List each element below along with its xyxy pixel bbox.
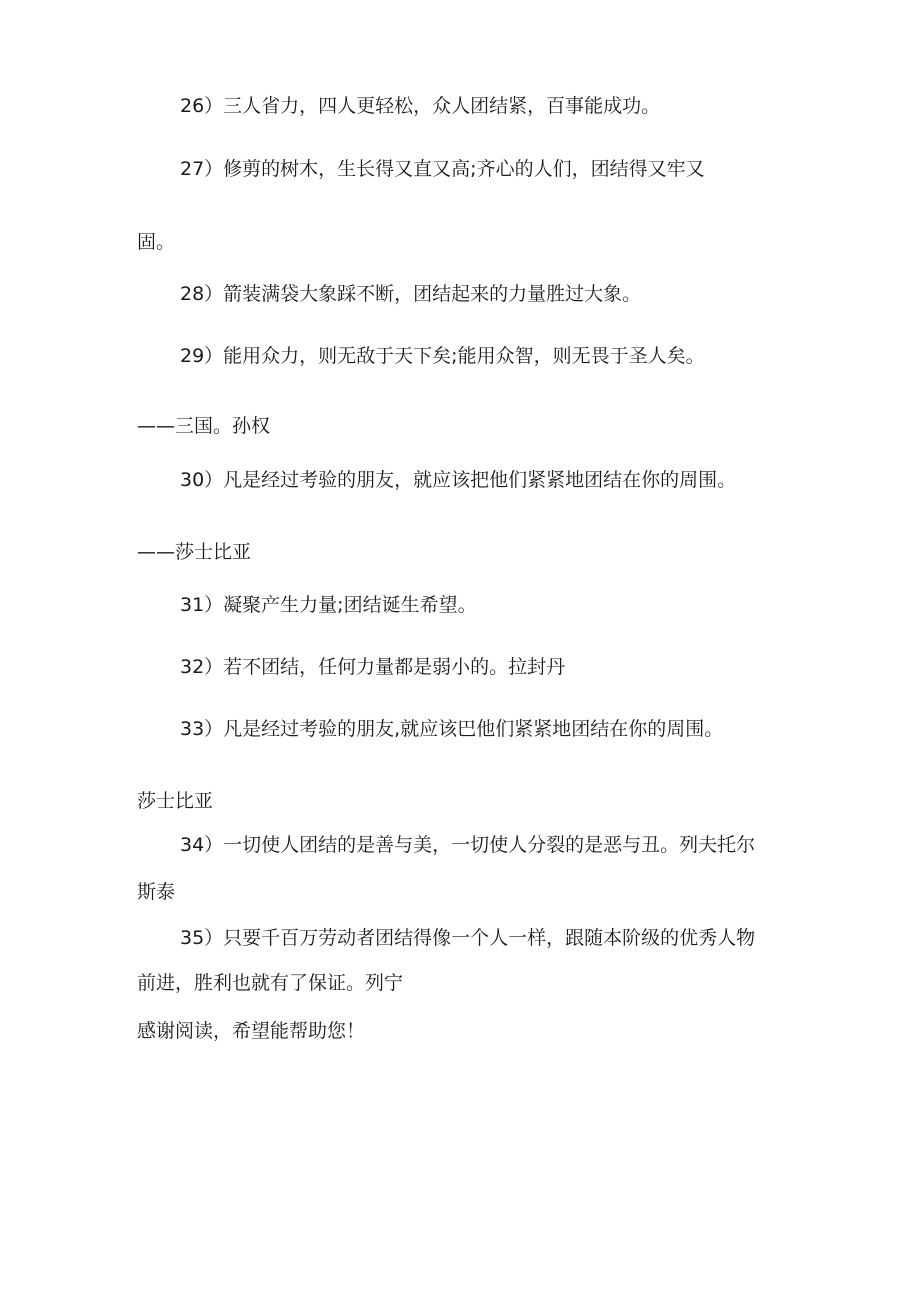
quote-34-cont: 斯泰 — [137, 881, 176, 903]
quote-29: 29）能用众力，则无敌于天下矣;能用众智，则无畏于圣人矣。 — [180, 345, 705, 367]
quote-30: 30）凡是经过考验的朋友，就应该把他们紧紧地团结在你的周围。 — [180, 469, 737, 491]
quote-35-cont: 前进，胜利也就有了保证。列宁 — [137, 972, 404, 994]
quote-28: 28）箭装满袋大象踩不断，团结起来的力量胜过大象。 — [180, 283, 642, 305]
quote-33: 33）凡是经过考验的朋友,就应该巴他们紧紧地团结在你的周围。 — [180, 718, 724, 740]
quote-27-cont: 固。 — [137, 231, 176, 253]
attribution-30: ——莎士比亚 — [137, 541, 252, 563]
quote-34: 34）一切使人团结的是善与美，一切使人分裂的是恶与丑。列夫托尔 — [180, 834, 756, 856]
quote-27: 27）修剪的树木，生长得又直又高;齐心的人们，团结得又牢又 — [180, 158, 705, 180]
quote-26: 26）三人省力，四人更轻松，众人团结紧，百事能成功。 — [180, 95, 661, 117]
closing-note: 感谢阅读，希望能帮助您！ — [137, 1020, 366, 1042]
quote-31: 31）凝聚产生力量;团结诞生希望。 — [180, 594, 477, 616]
attribution-29: ——三国。孙权 — [137, 415, 271, 437]
quote-35: 35）只要千百万劳动者团结得像一个人一样，跟随本阶级的优秀人物 — [180, 927, 756, 949]
attribution-33: 莎士比亚 — [137, 790, 214, 812]
quote-32: 32）若不团结，任何力量都是弱小的。拉封丹 — [180, 656, 566, 678]
